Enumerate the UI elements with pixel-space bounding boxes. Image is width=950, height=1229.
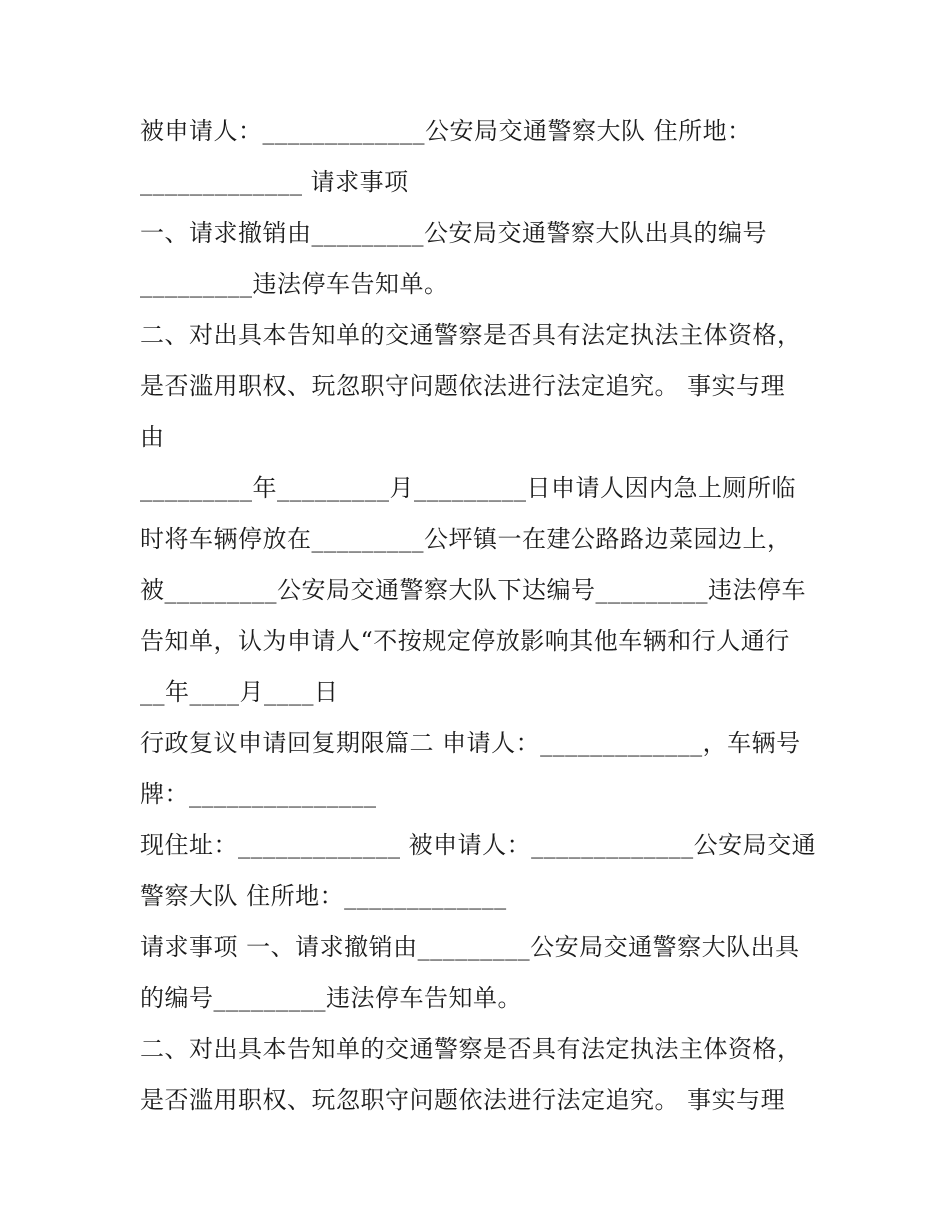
- document-line: 的编号_________违法停车告知单。: [140, 984, 522, 1012]
- document-line: 告知单，认为申请人“不按规定停放影响其他车辆和行人通行: [140, 627, 790, 655]
- document-line: _____________ 请求事项: [140, 168, 409, 196]
- document-line: 时将车辆停放在_________公坪镇一在建公路路边菜园边上，: [140, 525, 792, 553]
- document-line: 被_________公安局交通警察大队下达编号_________违法停车: [140, 576, 806, 604]
- document-line: __年____月____日: [140, 678, 339, 706]
- document-line: 一、请求撤销由_________公安局交通警察大队出具的编号: [140, 219, 767, 247]
- document-line: 是否滥用职权、玩忽职守问题依法进行法定追究。 事实与理: [140, 372, 786, 400]
- document-line: 二、对出具本告知单的交通警察是否具有法定执法主体资格，: [140, 1035, 802, 1063]
- document-line: 请求事项 一、请求撤销由_________公安局交通警察大队出具: [140, 933, 800, 961]
- document-line: 由: [140, 423, 165, 451]
- document-line: 是否滥用职权、玩忽职守问题依法进行法定追究。 事实与理: [140, 1086, 786, 1114]
- document-line: 二、对出具本告知单的交通警察是否具有法定执法主体资格，: [140, 321, 802, 349]
- document-line: _________年_________月_________日申请人因内急上厕所临: [140, 474, 796, 502]
- document-line: 行政复议申请回复期限篇二 申请人：_____________，车辆号: [140, 729, 801, 757]
- document-line: 被申请人：_____________公安局交通警察大队 住所地：: [140, 117, 752, 145]
- document-line: _________违法停车告知单。: [140, 270, 449, 298]
- document-body: [140, 106, 830, 1126]
- document-line: 警察大队 住所地：_____________: [140, 882, 507, 910]
- document-line: 牌：_______________: [140, 780, 377, 808]
- document-line: 现住址：_____________ 被申请人：_____________公安局交通: [140, 831, 817, 859]
